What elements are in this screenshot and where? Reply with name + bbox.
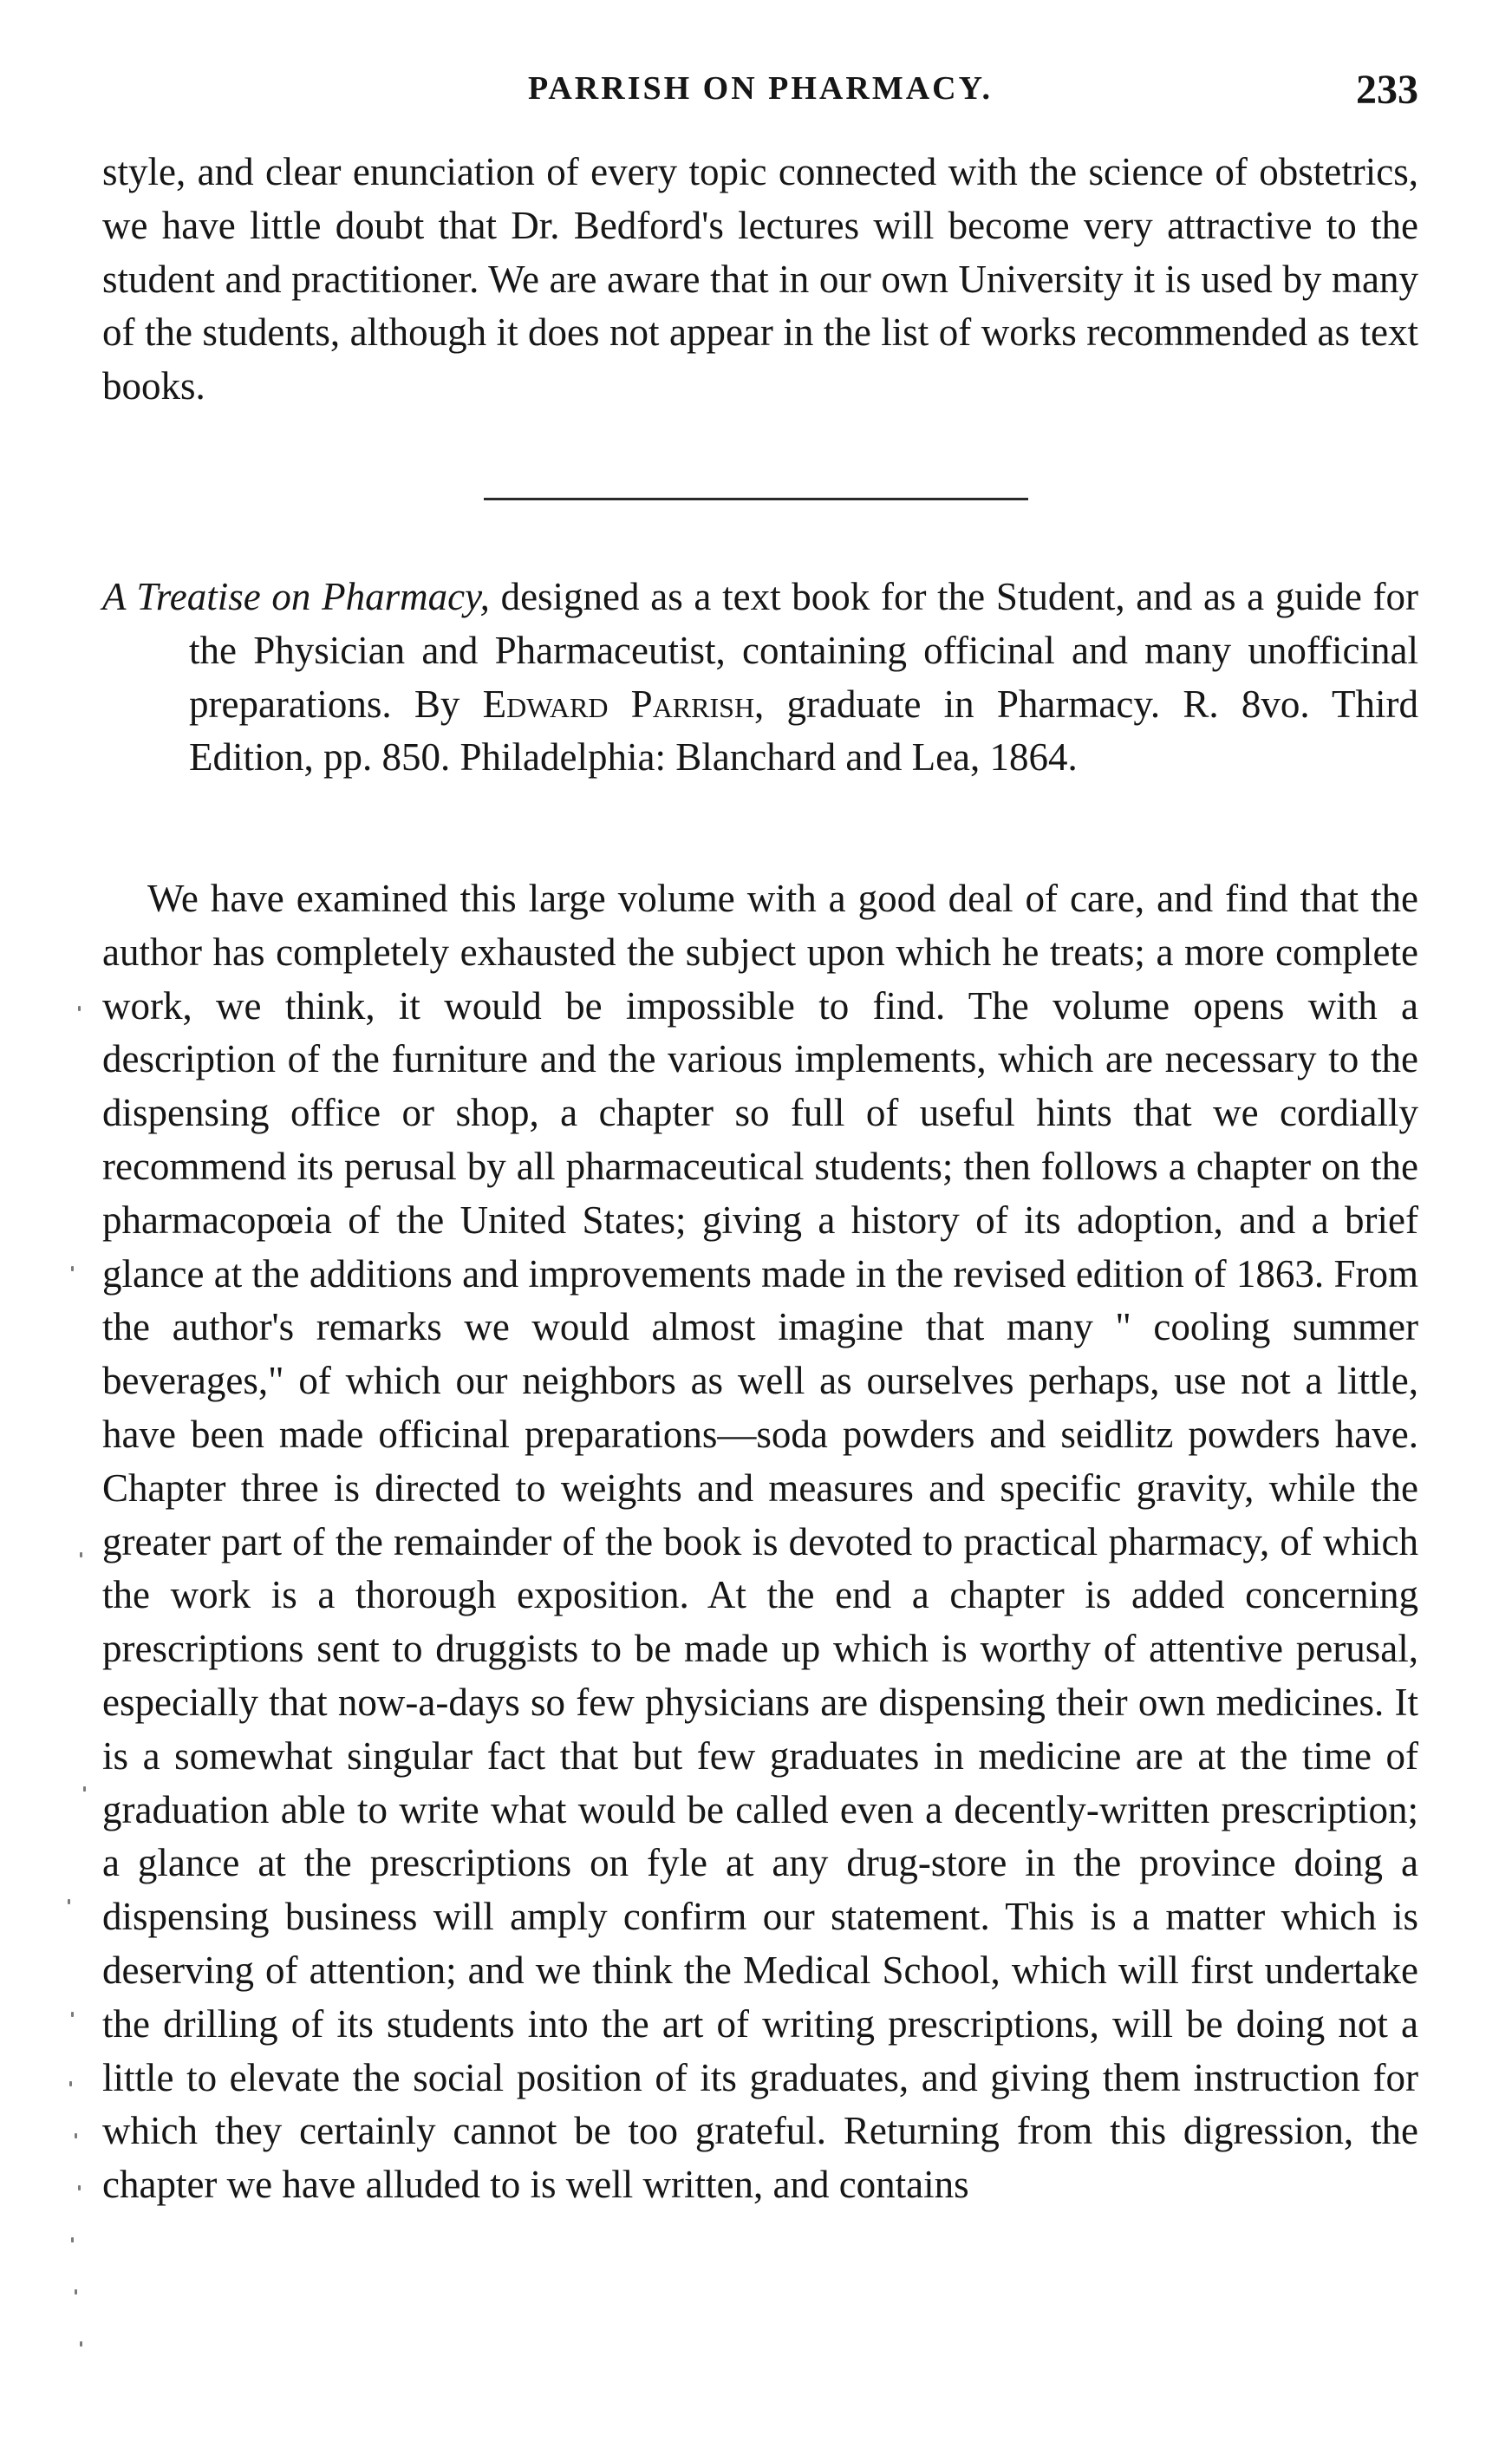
opening-paragraph: style, and clear enunciation of every topic connected with the science of obstetrics, we have little doubt that Dr. Bedford's lectures will become very attractive to the student and practitioner. We are aware that in our own University it is used by many of the students, although it does not appear in the list of works recommended as text books. — [102, 150, 1418, 408]
scan-speck — [80, 1552, 82, 1557]
book-title: A Treatise on Pharmacy, — [102, 575, 490, 618]
scan-speck — [75, 2133, 77, 2138]
scan-speck — [69, 2081, 72, 2086]
review-paragraph: We have examined this large volume with a good deal of care, and find that the author has completely exhausted the subject upon which he treats; a more complete work, we think, it would be impossible to find. The volume opens with a description of the furniture and the various implements, which are necessary to the dispensing office or shop, a chapter so full of useful hints that we cordially recommend its perusal by all pharmaceutical students; then follows a chapter on the pharmacopœia of the United States; giving a history of its adoption, and a brief glance at the additions and improvements made in the revised edition of 1863. From the author's remarks we would almost imagine that many " cooling summer beverages," of which our neighbors as well as ourselves perhaps, use not a little, have been made officinal preparations—soda powders and seidlitz powders have. Chapter three is directed to weights and measures and specific gravity, while the greater part of the remainder of the book is devoted to practical pharmacy, of which the work is a thorough exposition. At the end a chapter is added concerning prescriptions sent to druggists to be made up which is worthy of attentive perusal, especially that now-a-days so few physicians are dispensing their own medicines. It is a somewhat singular fact that but few graduates in medicine are at the time of graduation able to write what would be called even a decently-written prescription; a glance at the prescriptions on fyle at any drug-store in the province doing a dispensing business will amply confirm our statement. This is a matter which is deserving of attention; and we think the Medical School, which will first undertake the drilling of its students into the art of writing prescriptions, will be doing not a little to elevate the social position of its graduates, and giving them instruction for which they certainly cannot be too grateful. Returning from this digression, the chapter we have alluded to is well written, and contains — [102, 877, 1418, 2207]
margin-specks — [61, 954, 95, 2428]
scan-speck — [71, 1266, 74, 1271]
scan-speck — [68, 1899, 70, 1904]
scan-speck — [71, 2237, 74, 2242]
scan-speck — [71, 2012, 74, 2017]
book-citation — [102, 571, 1418, 785]
scan-speck — [83, 1786, 86, 1792]
scan-speck — [78, 1006, 81, 1011]
running-title: PARRISH ON PHARMACY. — [527, 70, 994, 107]
citation-author: Edward Parrish, — [482, 682, 765, 726]
scan-speck — [80, 2341, 82, 2347]
page-number: 233 — [1356, 67, 1418, 113]
citation-publication: graduate in Pharmacy. R. 8vo. Third Edition, pp. 850. Philadelphia: Blanchard and Lea, 1864. — [189, 682, 1419, 780]
running-head — [102, 66, 1418, 118]
citation-description: designed as a text book for the Student, and as a guide for the Physician and Pharmaceutist, containing officinal and many unofficinal preparations. By — [189, 575, 1418, 726]
scan-speck — [75, 2289, 77, 2295]
scan-speck — [78, 2185, 81, 2190]
section-divider — [484, 498, 1028, 500]
